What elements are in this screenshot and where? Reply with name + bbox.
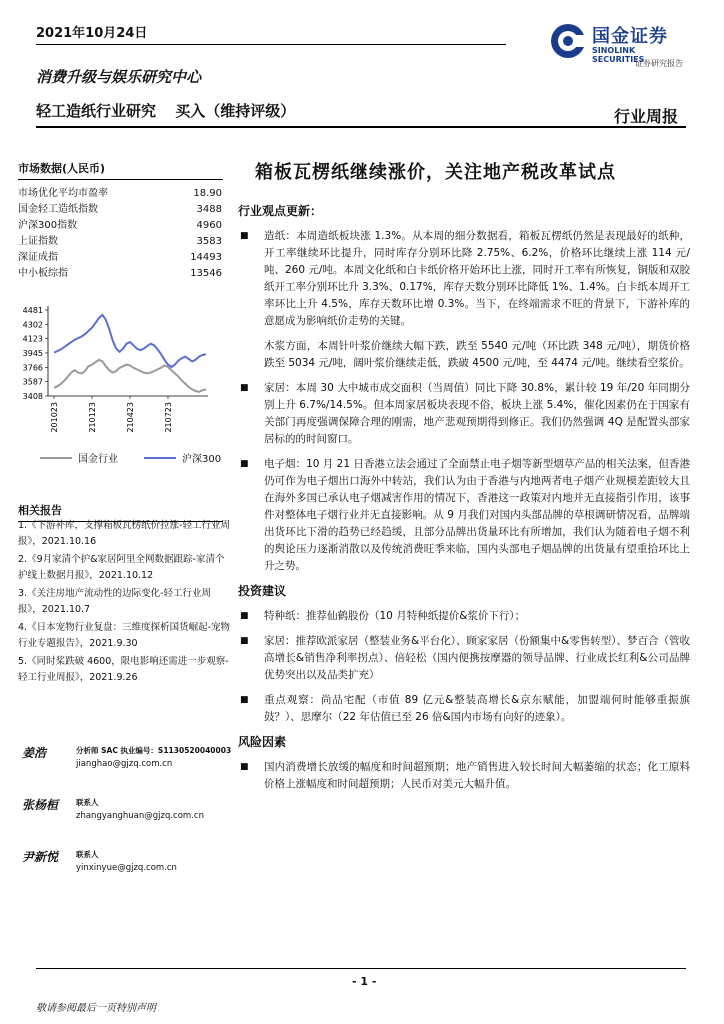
viewpoint-title: 行业观点更新： (238, 204, 323, 218)
market-row-value: 13546 (190, 268, 222, 279)
legend-swatch-industry (40, 457, 72, 459)
index-line-chart (18, 298, 224, 468)
analyst-card (22, 794, 242, 846)
analyst-email[interactable]: jianghao@gjzq.com.cn (76, 759, 173, 769)
x-tick-label: 210123 (88, 402, 97, 433)
header-thick-rule (36, 126, 686, 128)
y-tick-label: 4481 (22, 306, 43, 315)
x-tick-label: 210723 (164, 402, 173, 433)
rating: 买入（维持评级） (175, 102, 296, 120)
report-subtitle (36, 100, 309, 121)
chart-legend (40, 450, 221, 465)
legend-label-industry: 国金行业 (78, 454, 118, 465)
research-center: 消费升级与娱乐研究中心 (36, 68, 202, 86)
analyst-card (22, 846, 242, 898)
market-data-title: 市场数据(人民币) (18, 160, 223, 180)
y-tick-label: 3408 (22, 392, 43, 401)
related-report-link[interactable]: 4.《日本宠物行业复盘：三维度探析国货崛起-宠物行业专题报告》，2021.9.30 (18, 622, 230, 649)
invest-title: 投资建议 (238, 584, 287, 598)
market-row-label: 中小板综指 (18, 268, 68, 279)
market-row-value: 18.90 (193, 188, 222, 199)
market-row-label: 国金轻工造纸指数 (18, 204, 98, 215)
report-date: 2021年10月24日 (36, 26, 148, 41)
invest-item: ■ 特种纸：推荐仙鹤股份（10 月特种纸提价&浆价下行）； (238, 608, 690, 625)
y-tick-label: 3587 (22, 377, 43, 387)
series-line-hs300 (54, 315, 206, 367)
viewpoint-home: ■ 家居：本周 30 大中城市成交面积（当周值）同比下降 30.8%，累计较 19 年/20 年同期分别上升 6.7%/14.5%。但本周家居板块表现不俗，板块上涨 5.4%，催化因素仍在于国家有关部门再度强调保障合理的刚需，地产悲观预期得到修正。我们仍然强调 4Q 是配置头部家居标的的时间窗口。 (238, 380, 690, 448)
header-rule (36, 44, 506, 45)
analyst-role: 分析师 SAC 执业编号：S1130520040003 (76, 746, 232, 755)
invest-item: ■ 重点观察：尚品宅配（市值 89 亿元&整装高增长&京东赋能，加盟端何时能够重振旗鼓？）、思摩尔（22 年估值已至 26 倍&国内市场有向好的迹象）。 (238, 692, 690, 726)
related-report-link[interactable]: 1.《下游补库，支撑箱板瓦楞纸价拉涨-轻工行业周报》，2021.10.16 (18, 520, 230, 547)
invest-item: ■ 家居：推荐欧派家居（整装业务&平台化）、顾家家居（份额集中&零售转型）、梦百合（管收高增长&销售净利率拐点）、倍轻松（国内便携按摩器的领导品牌、行业成长红利&公司品牌优势突出以及品类扩充） (238, 633, 690, 684)
risk-title: 风险因素 (238, 735, 287, 749)
sinolink-logo-icon (550, 23, 586, 59)
analyst-name: 张杨桓 (22, 798, 59, 812)
market-row-value: 3583 (196, 236, 222, 247)
legend-swatch-hs300 (144, 457, 176, 459)
y-tick-label: 3766 (22, 363, 43, 373)
footer-rule (36, 968, 686, 969)
market-row-value: 14493 (190, 252, 222, 263)
market-data-rows (18, 186, 224, 282)
analyst-name: 尹新悦 (22, 850, 59, 864)
analyst-card (22, 742, 242, 794)
related-report-link[interactable]: 5.《同时桨跌破 4600，限电影响还需进一步观察-轻工行业周报》，2021.9.26 (18, 656, 229, 683)
analyst-email[interactable]: yinxinyue@gjzq.com.cn (76, 863, 177, 873)
related-reports-title: 相关报告 (18, 502, 223, 522)
market-row (18, 266, 224, 282)
report-type: 行业周报 (614, 107, 679, 126)
analyst-role: 联系人 (76, 798, 99, 807)
legend-label-hs300: 沪深300 (182, 454, 222, 465)
logo-subtitle: 证券研究报告 (635, 59, 683, 68)
market-row (18, 234, 224, 250)
market-data (18, 160, 224, 282)
market-row (18, 250, 224, 266)
industry-name: 轻工造纸行业研究 (36, 102, 157, 120)
series-line-industry (54, 360, 206, 392)
market-row (18, 202, 224, 218)
analyst-email[interactable]: zhangyanghuan@gjzq.com.cn (76, 811, 204, 821)
main-content (238, 203, 690, 801)
analyst-role: 联系人 (76, 850, 99, 859)
page-number: - 1 - (352, 975, 377, 988)
market-row-value: 3488 (196, 204, 222, 215)
market-row (18, 186, 224, 202)
company-logo (550, 20, 690, 70)
viewpoint-paper: ■ 造纸：本周造纸板块涨 1.3%。从本周的细分数据看，箱板瓦楞纸仍然是表现最好的纸种，开工率继续环比提升，同时库存分别环比降 2.75%、6.2%，价格环比继续上涨 114 元/吨、260 元/吨。本周文化纸和白卡纸价格开始环比上涨，同时开工率有所恢复，铜版和双胶纸开工率分别环比升 3.3%、0.17%，库存天数分别环比降低 1%、1.4%。白卡纸本周开工率环比上升 4.5%，库存天数环比增 0.3%。当下，在终端需求不旺的背景下，下游补库的意愿成为影响纸价走势的关键。 (238, 228, 690, 330)
y-tick-label: 4302 (22, 320, 43, 330)
analysts (22, 742, 242, 898)
market-row-label: 沪深300指数 (18, 220, 78, 231)
market-row (18, 218, 224, 234)
market-row-value: 4960 (196, 220, 222, 231)
report-headline: 箱板瓦楞纸继续涨价，关注地产税改革试点 (255, 162, 616, 183)
logo-english-name: SINOLINK SECURITIES (592, 46, 645, 64)
disclaimer-note: 敬请参阅最后一页特别声明 (36, 1003, 156, 1014)
related-report-link[interactable]: 3.《关注房地产流动性的边际变化-轻工行业周报》，2021.10.7 (18, 588, 211, 615)
y-tick-label: 4123 (22, 334, 43, 344)
related-report-link[interactable]: 2.《9月家清个护&家居阿里全网数据跟踪-家清个护线上数据月报》，2021.10.12 (18, 554, 225, 581)
viewpoint-ecig: ■ 电子烟：10 月 21 日香港立法会通过了全面禁止电子烟等新型烟草产品的相关法案，但香港仍可作为电子烟出口海外中转站，我们认为由于香港与内地两者电子烟产业规模差距较大且在海外多国已承认电子烟减害作用的情况下，香港这一政策对内地并无直接指引作用，该事件对整体电子烟行业并无直接影响。从 9 月我们对国内头部品牌的草根调研情况看，品牌端出货环比下滑的趋势已经趋缓，且部分品牌出货量环比有所增加，我们认为随着电子烟不利的舆论压力逐渐消散以及传统消费旺季来临，国内头部电子烟品牌的出货量有望重拾环比上升之势。 (238, 456, 690, 575)
analyst-name: 姜浩 (22, 746, 47, 760)
logo-chinese-name: 国金证券 (592, 26, 668, 47)
x-tick-label: 201023 (50, 402, 59, 433)
related-reports-list (18, 518, 232, 688)
viewpoint-pulp: 木浆方面，本周针叶浆价继续大幅下跌，跌至 5540 元/吨（环比跌 348 元/吨），期货价格跌至 5034 元/吨，阔叶浆价继续走低，跌破 4500 元/吨，至 4474 元/吨。继续看空浆价。 (264, 340, 690, 369)
y-tick-label: 3945 (22, 348, 43, 358)
x-tick-label: 210423 (126, 402, 135, 433)
risk-item: ■ 国内消费增长放缓的幅度和时间超预期；地产销售进入较长时间大幅萎缩的状态；化工原料价格上涨幅度和时间超预期；人民币对美元大幅升值。 (238, 759, 690, 793)
market-row-label: 上证指数 (18, 236, 58, 247)
market-row-label: 深证成指 (18, 252, 58, 263)
market-row-label: 市场优化平均市盈率 (18, 188, 108, 199)
